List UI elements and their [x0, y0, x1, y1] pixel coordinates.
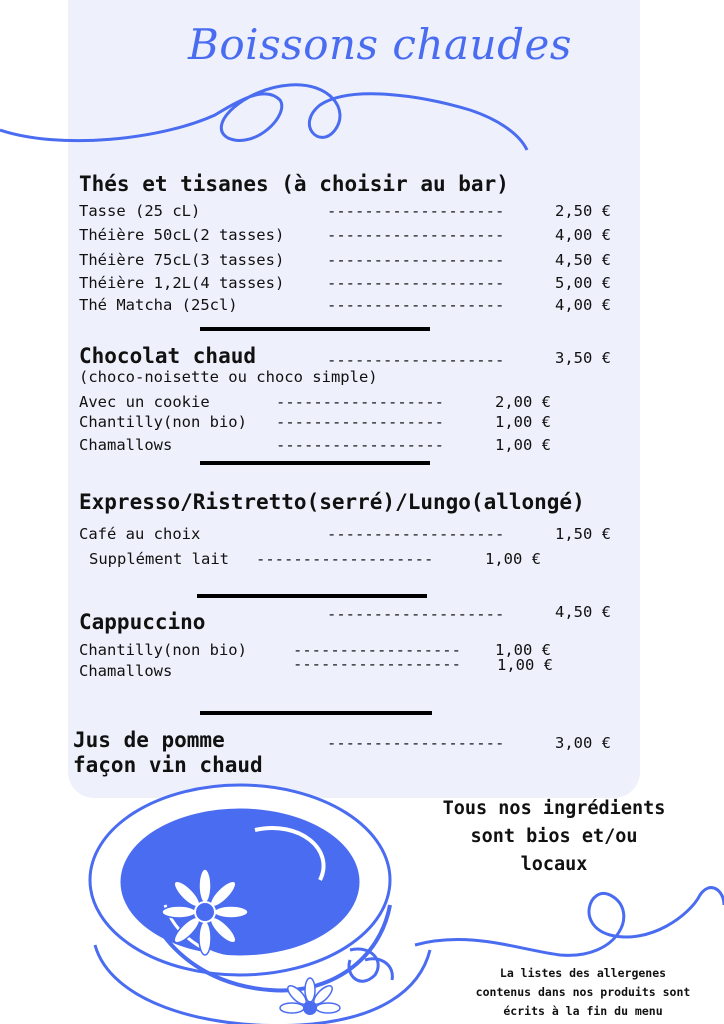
tea-item-name: Théière 1,2L(4 tasses): [79, 274, 285, 292]
daisy-flower: [162, 869, 248, 955]
cappuccino-dots: -------------------: [327, 605, 505, 623]
allergens-note-line: La listes des allergenes: [499, 966, 667, 980]
apple-price: 3,00 €: [555, 734, 611, 752]
cappuccino-extra-name: Chamallows: [79, 662, 173, 680]
chocolate-extra-dots: ------------------: [276, 393, 444, 411]
chocolate-dots: -------------------: [327, 351, 505, 369]
cappuccino-extra-name: Chantilly(non bio): [79, 641, 247, 659]
separator: [197, 594, 427, 598]
tea-item-dots: -------------------: [327, 296, 505, 314]
chocolate-price: 3,50 €: [555, 349, 611, 367]
coffee-item-dots: -------------------: [327, 525, 505, 543]
supplement-dots: -------------------: [256, 550, 434, 568]
allergens-note-line: écrits à la fin du menu: [503, 1004, 663, 1018]
tea-item-name: Théière 50cL(2 tasses): [79, 226, 285, 244]
tea-item-dots: -------------------: [327, 274, 505, 292]
apple-heading-line1: Jus de pomme: [73, 728, 225, 752]
chocolate-extra-price: 1,00 €: [495, 413, 551, 431]
apple-heading-line2: façon vin chaud: [73, 753, 263, 777]
chocolate-extra-price: 1,00 €: [495, 436, 551, 454]
apple-dots: -------------------: [327, 734, 505, 752]
allergens-note: [448, 964, 718, 1021]
top-wave-decoration: [0, 85, 527, 150]
cappuccino-extra-dots: ------------------: [293, 655, 461, 673]
coffee-heading: Expresso/Ristretto(serré)/Lungo(allongé): [79, 490, 585, 514]
separator: [200, 711, 432, 715]
ingredients-note: [420, 795, 688, 879]
teas-heading: Thés et tisanes (à choisir au bar): [79, 172, 509, 196]
chocolate-extra-dots: ------------------: [276, 436, 444, 454]
tea-item-name: Tasse (25 cL): [79, 202, 201, 220]
tea-item-price: 4,00 €: [555, 226, 611, 244]
chocolate-extra-name: Avec un cookie: [79, 393, 210, 411]
allergens-note-line: contenus dans nos produits sont: [475, 985, 691, 999]
chocolate-extra-dots: ------------------: [276, 413, 444, 431]
coffee-item-name: Café au choix: [79, 525, 201, 543]
tea-item-price: 2,50 €: [555, 202, 611, 220]
supplement-price: 1,00 €: [485, 550, 541, 568]
daisy-flower: [280, 978, 340, 1015]
cappuccino-extra-dots: ------------------: [293, 641, 461, 659]
cappuccino-extra-price: 1,00 €: [495, 641, 551, 659]
tea-item-dots: -------------------: [327, 251, 505, 269]
chocolate-heading: Chocolat chaud: [79, 344, 257, 368]
separator: [200, 461, 430, 465]
ingredients-note-line: locaux: [520, 854, 588, 875]
tea-item-price: 4,50 €: [555, 251, 611, 269]
tea-item-price: 4,00 €: [555, 296, 611, 314]
tea-item-dots: -------------------: [327, 226, 505, 244]
cappuccino-extra-price: 1,00 €: [497, 656, 553, 674]
cappuccino-heading: Cappuccino: [79, 610, 206, 634]
separator: [200, 327, 430, 331]
tea-item-name: Théière 75cL(3 tasses): [79, 251, 285, 269]
chocolate-extra-name: Chamallows: [79, 436, 173, 454]
supplement-name: Supplément lait: [89, 550, 229, 568]
chocolate-subtitle: (choco-noisette ou choco simple): [79, 368, 378, 386]
tea-item-name: Thé Matcha (25cl): [79, 296, 238, 314]
tea-item-dots: -------------------: [327, 202, 505, 220]
tea-item-price: 5,00 €: [555, 274, 611, 292]
chocolate-extra-name: Chantilly(non bio): [79, 413, 247, 431]
cappuccino-price: 4,50 €: [555, 603, 611, 621]
coffee-item-price: 1,50 €: [555, 525, 611, 543]
page-title: Boissons chaudes: [188, 20, 572, 69]
ingredients-note-line: sont bios et/ou: [470, 826, 638, 847]
ingredients-note-line: Tous nos ingrédients: [442, 798, 666, 819]
chocolate-extra-price: 2,00 €: [495, 393, 551, 411]
teacup-illustration: [90, 785, 430, 1024]
bottom-wave-decoration: [415, 888, 724, 956]
